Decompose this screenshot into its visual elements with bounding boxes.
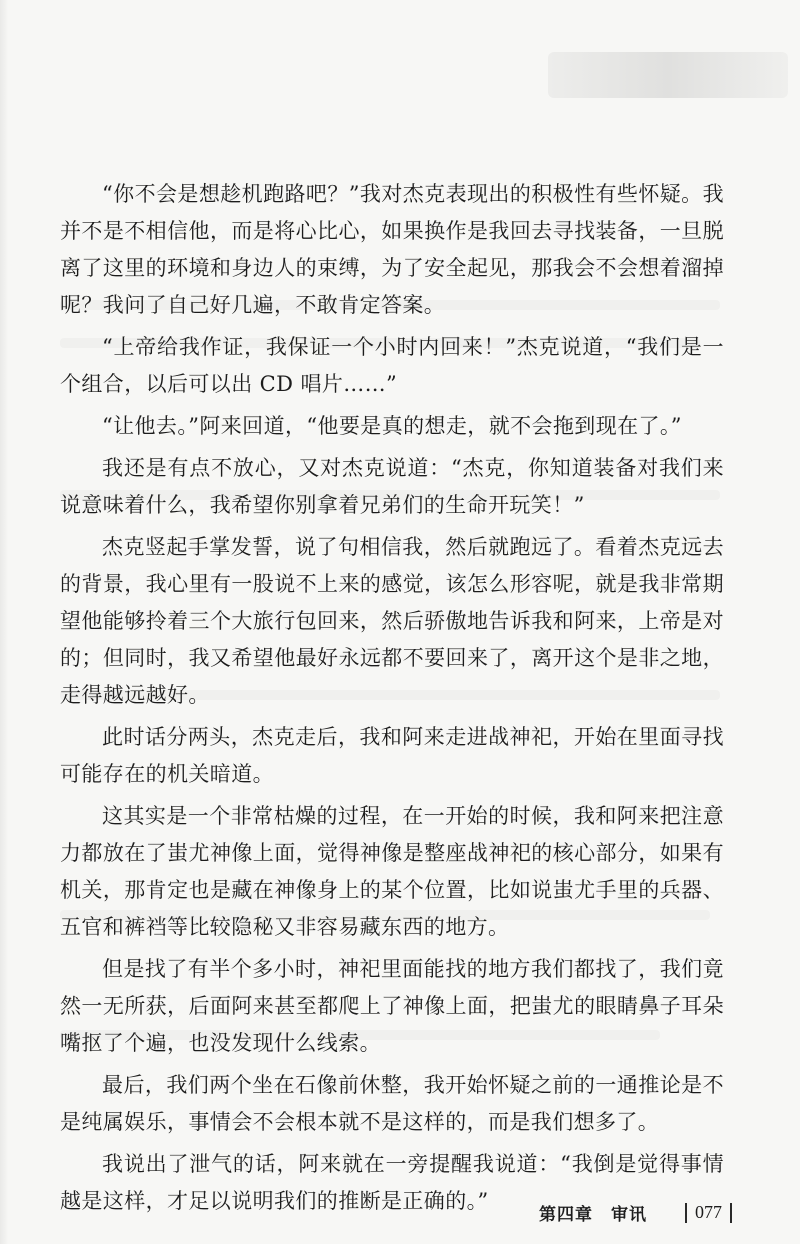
paragraph: 这其实是一个非常枯燥的过程，在一开始的时候，我和阿来把注意力都放在了蚩尤神像上面，觉得神像是整座战神祀的核心部分，如果有机关，那肯定也是藏在神像身上的某个位置，比如说蚩尤手里的兵器、五官和裤裆等比较隐秘又非容易藏东西的地方。 bbox=[60, 804, 724, 939]
paragraph: “上帝给我作证，我保证一个小时内回来！”杰克说道，“我们是一个组合，以后可以出 CD 唱片……” bbox=[60, 335, 724, 396]
paragraph: 杰克竖起手掌发誓，说了句相信我，然后就跑远了。看着杰克远去的背景，我心里有一股说不上来的感觉，该怎么形容呢，就是我非常期望他能够拎着三个大旅行包回来，然后骄傲地告诉我和阿来，上帝是对的；但同时，我又希望他最好永远都不要回来了，离开这个是非之地，走得越远越好。 bbox=[60, 535, 724, 707]
paragraph: “你不会是想趁机跑路吧？”我对杰克表现出的积极性有些怀疑。我并不是不相信他，而是将心比心，如果换作是我回去寻找装备，一旦脱离了这里的环境和身边人的束缚，为了安全起见，那我会不会想着溜掉呢？我问了自己好几遍，不敢肯定答案。 bbox=[60, 182, 724, 317]
paragraph: 我还是有点不放心，又对杰克说道：“杰克，你知道装备对我们来说意味着什么，我希望你别拿着兄弟们的生命开玩笑！” bbox=[60, 456, 724, 517]
footer-divider bbox=[685, 1203, 687, 1223]
paragraph: “让他去。”阿来回道，“他要是真的想走，就不会拖到现在了。” bbox=[102, 414, 682, 438]
page-number: 077 bbox=[695, 1202, 722, 1222]
body-text bbox=[60, 176, 724, 1225]
paragraph: 最后，我们两个坐在石像前休整，我开始怀疑之前的一通推论是不是纯属娱乐，事情会不会根本就不是这样的，而是我们想多了。 bbox=[60, 1073, 724, 1134]
page-footer bbox=[539, 1200, 740, 1225]
bleed-through-heading bbox=[548, 52, 788, 98]
footer-divider bbox=[730, 1203, 732, 1223]
paragraph: 此时话分两头，杰克走后，我和阿来走进战神祀，开始在里面寻找可能存在的机关暗道。 bbox=[60, 725, 724, 786]
page-edge-shadow bbox=[0, 0, 8, 1244]
chapter-title: 第四章 审讯 bbox=[539, 1205, 647, 1225]
paragraph: 我说出了泄气的话，阿来就在一旁提醒我说道：“我倒是觉得事情越是这样，才足以说明我们的推断是正确的。” bbox=[60, 1152, 724, 1213]
paragraph: 但是找了有半个多小时，神祀里面能找的地方我们都找了，我们竟然一无所获，后面阿来甚至都爬上了神像上面，把蚩尤的眼睛鼻子耳朵嘴抠了个遍，也没发现什么线索。 bbox=[60, 957, 724, 1055]
